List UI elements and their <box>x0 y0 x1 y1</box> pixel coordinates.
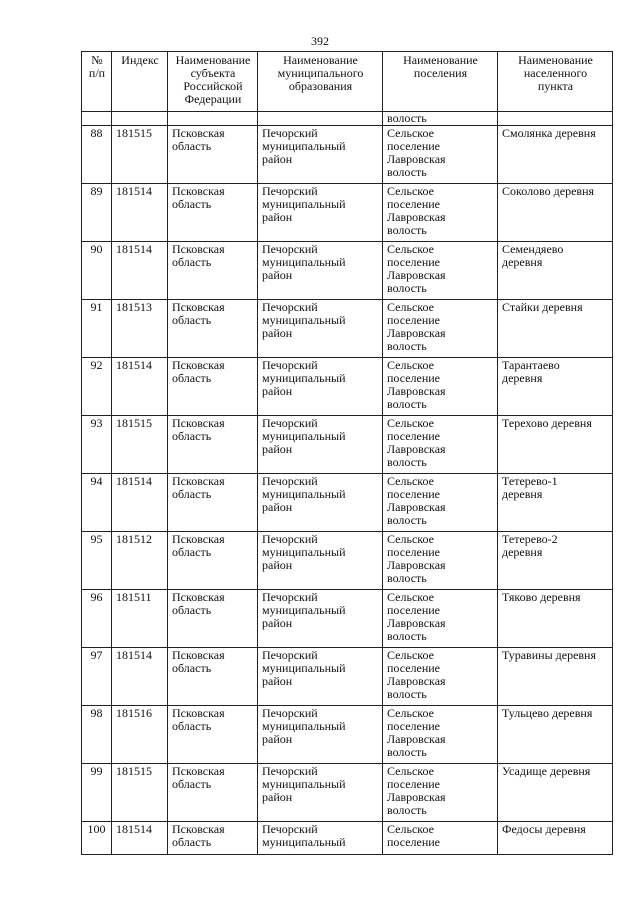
header-settlement: Наименование поселения <box>383 52 498 112</box>
cell-municipality: Печорский муниципальный <box>258 822 383 855</box>
cell-subject: Псковская область <box>168 416 258 474</box>
cell-settlement: Сельское поселение Лавровская волость <box>383 242 498 300</box>
table-row <box>82 184 613 242</box>
table-header-row <box>82 52 613 112</box>
table-cell: волость <box>383 112 498 126</box>
cell-number: 96 <box>82 590 112 648</box>
table-row <box>82 532 613 590</box>
cell-subject: Псковская область <box>168 358 258 416</box>
cell-subject: Псковская область <box>168 706 258 764</box>
table-row <box>82 822 613 855</box>
cell-index: 181514 <box>112 358 168 416</box>
table-row <box>82 416 613 474</box>
cell-settlement: Сельское поселение Лавровская волость <box>383 532 498 590</box>
cell-number: 92 <box>82 358 112 416</box>
cell-index: 181515 <box>112 126 168 184</box>
cell-subject: Псковская область <box>168 126 258 184</box>
cell-subject: Псковская область <box>168 648 258 706</box>
cell-municipality: Печорский муниципальный район <box>258 184 383 242</box>
cell-locality: Терехово деревня <box>498 416 613 474</box>
cell-number: 99 <box>82 764 112 822</box>
table-row <box>82 300 613 358</box>
table-cell <box>498 112 613 126</box>
cell-number: 98 <box>82 706 112 764</box>
cell-subject: Псковская область <box>168 184 258 242</box>
cell-number: 93 <box>82 416 112 474</box>
cell-index: 181514 <box>112 822 168 855</box>
cell-municipality: Печорский муниципальный район <box>258 358 383 416</box>
cell-number: 94 <box>82 474 112 532</box>
table-cell <box>258 112 383 126</box>
header-locality: Наименование населенного пункта <box>498 52 613 112</box>
cell-municipality: Печорский муниципальный район <box>258 590 383 648</box>
cell-settlement: Сельское поселение Лавровская волость <box>383 764 498 822</box>
cell-locality: Туравины деревня <box>498 648 613 706</box>
cell-number: 95 <box>82 532 112 590</box>
table-row <box>82 706 613 764</box>
cell-subject: Псковская область <box>168 242 258 300</box>
table-row <box>82 358 613 416</box>
cell-municipality: Печорский муниципальный район <box>258 706 383 764</box>
cell-municipality: Печорский муниципальный район <box>258 532 383 590</box>
cell-locality: Тетерево-1 деревня <box>498 474 613 532</box>
cell-locality: Тарантаево деревня <box>498 358 613 416</box>
table-cell <box>112 112 168 126</box>
cell-locality: Тяково деревня <box>498 590 613 648</box>
cell-subject: Псковская область <box>168 532 258 590</box>
cell-municipality: Печорский муниципальный район <box>258 300 383 358</box>
cell-municipality: Печорский муниципальный район <box>258 648 383 706</box>
table-row <box>82 474 613 532</box>
cell-settlement: Сельское поселение Лавровская волость <box>383 300 498 358</box>
cell-settlement: Сельское поселение Лавровская волость <box>383 706 498 764</box>
cell-index: 181515 <box>112 764 168 822</box>
cell-index: 181513 <box>112 300 168 358</box>
cell-number: 100 <box>82 822 112 855</box>
table-row <box>82 126 613 184</box>
table-row <box>82 764 613 822</box>
cell-settlement: Сельское поселение Лавровская волость <box>383 590 498 648</box>
table-row <box>82 648 613 706</box>
cell-locality: Тетерево-2 деревня <box>498 532 613 590</box>
cell-subject: Псковская область <box>168 474 258 532</box>
cell-locality: Смолянка деревня <box>498 126 613 184</box>
cell-index: 181516 <box>112 706 168 764</box>
table-row <box>82 242 613 300</box>
cell-settlement: Сельское поселение Лавровская волость <box>383 358 498 416</box>
table-body <box>82 112 613 855</box>
header-index: Индекс <box>112 52 168 112</box>
settlements-table <box>81 51 613 855</box>
cell-settlement: Сельское поселение Лавровская волость <box>383 474 498 532</box>
cell-municipality: Печорский муниципальный район <box>258 416 383 474</box>
cell-subject: Псковская область <box>168 300 258 358</box>
cell-municipality: Печорский муниципальный район <box>258 474 383 532</box>
cell-settlement: Сельское поселение Лавровская волость <box>383 648 498 706</box>
cell-municipality: Печорский муниципальный район <box>258 764 383 822</box>
continuation-row <box>82 112 613 126</box>
cell-settlement: Сельское поселение Лавровская волость <box>383 126 498 184</box>
header-municipality: Наименование муниципального образования <box>258 52 383 112</box>
cell-settlement: Сельское поселение <box>383 822 498 855</box>
cell-index: 181514 <box>112 474 168 532</box>
cell-number: 88 <box>82 126 112 184</box>
table-row <box>82 590 613 648</box>
cell-index: 181515 <box>112 416 168 474</box>
cell-index: 181514 <box>112 648 168 706</box>
cell-subject: Псковская область <box>168 822 258 855</box>
cell-subject: Псковская область <box>168 590 258 648</box>
cell-number: 89 <box>82 184 112 242</box>
cell-index: 181511 <box>112 590 168 648</box>
header-subject: Наименование субъекта Российской Федерации <box>168 52 258 112</box>
cell-number: 90 <box>82 242 112 300</box>
cell-subject: Псковская область <box>168 764 258 822</box>
cell-index: 181514 <box>112 242 168 300</box>
cell-locality: Федосы деревня <box>498 822 613 855</box>
cell-index: 181514 <box>112 184 168 242</box>
cell-locality: Усадище деревня <box>498 764 613 822</box>
cell-municipality: Печорский муниципальный район <box>258 126 383 184</box>
cell-locality: Семендяево деревня <box>498 242 613 300</box>
cell-settlement: Сельское поселение Лавровская волость <box>383 184 498 242</box>
cell-locality: Тульцево деревня <box>498 706 613 764</box>
cell-number: 91 <box>82 300 112 358</box>
cell-settlement: Сельское поселение Лавровская волость <box>383 416 498 474</box>
cell-locality: Стайки деревня <box>498 300 613 358</box>
cell-index: 181512 <box>112 532 168 590</box>
cell-number: 97 <box>82 648 112 706</box>
page-number: 392 <box>311 34 329 48</box>
cell-municipality: Печорский муниципальный район <box>258 242 383 300</box>
table-cell <box>168 112 258 126</box>
table-cell <box>82 112 112 126</box>
header-number: № п/п <box>82 52 112 112</box>
cell-locality: Соколово деревня <box>498 184 613 242</box>
